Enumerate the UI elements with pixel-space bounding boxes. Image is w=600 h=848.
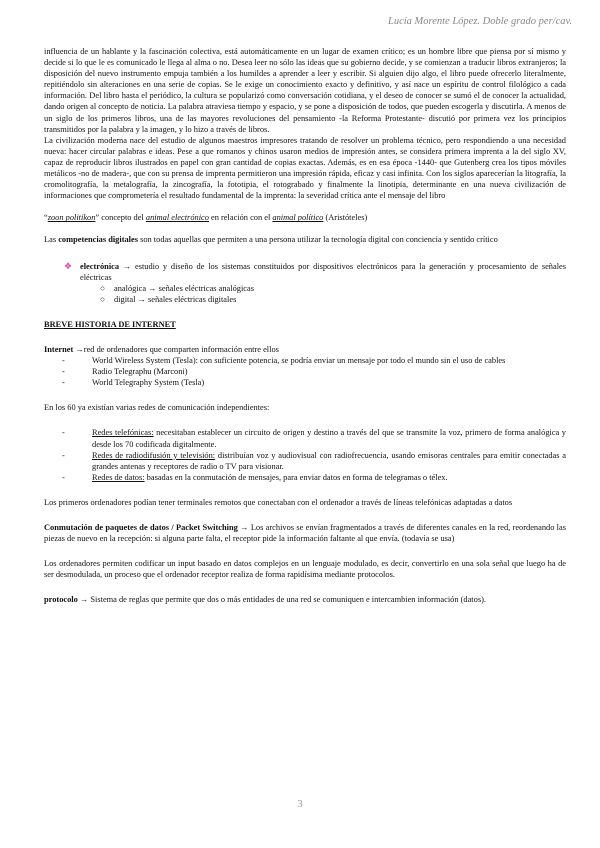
list-item-redes-telefonicas [62, 427, 566, 449]
term-competencias-digitales: competencias digitales [58, 235, 138, 245]
protocolo-text: → Sistema de reglas que permite que dos o más entidades de una red se comuniquen e intercambien información (datos). [77, 595, 486, 605]
quote-close: ” [95, 213, 100, 223]
zoon-text-2: en relación con el [208, 213, 273, 223]
circle-bullet-icon: ○ [100, 283, 106, 293]
protocolo-paragraph [44, 594, 566, 605]
dash-bullet: - [62, 472, 65, 482]
bullet-electronica [64, 261, 566, 283]
list-item-telegraphy [62, 377, 566, 388]
dash-bullet: - [62, 450, 65, 460]
term-electronica: electrónica [80, 261, 120, 271]
redes-text: basadas en la conmutación de mensajes, para enviar datos en forma de telegramas o télex. [144, 472, 448, 482]
list-item-text: World Wireless System (Tesla): con suficiente potencia, se podría enviar un mensaje por todo el mundo sin el uso de cables [92, 356, 506, 366]
primeros-ordenadores-paragraph: Los primeros ordenadores podían tener terminales remotos que conectaban con el ordenador a través de líneas telefónicas adaptadas a datos [44, 497, 513, 507]
term-animal-electronico: animal electrónico [145, 213, 209, 223]
list-item-wireless [62, 355, 566, 366]
electronica-text: → estudio y diseño de los sistemas constituidos por dispositivos electrónicos para la generación y procesamiento de señales eléctricas [80, 261, 566, 282]
paragraph-civilizacion: La civilización moderna nace del estudio de algunos maestros impresores tratando de resolver un problema técnico, pero respondiendo a una necesidad nueva: hacer circular palabras e ideas. Pese a que romanos y chinos usaron medios de impresión antes, se considera primera imprenta a la del siglo XV, capaz de reproducir libros ilustrados en papel con gran cantidad de copias exactas. Además, es en esa época -1440- que Gutenberg crea los tipos móviles metálicos -no de madera-, que con su prensa de imprenta permitieron una impresión rápida, eficaz y casi infinita. Con los siglos aparecerían la litografía, la cromolitografía, la metalografía, la zincografía, la fototipia, el rotograbado y finalmente la linotipia, determinante en una nueva civilización de informaciones que comprometería el resultado fundamental de la imprenta: la severidad crítica ante el mensaje del libro [44, 135, 566, 201]
term-animal-politico: animal político [272, 213, 324, 223]
conmutacion-paragraph [44, 522, 566, 544]
zoon-text-3: (Aristóteles) [323, 213, 368, 223]
dash-bullet: - [62, 356, 65, 366]
sub-bullet-digital [100, 294, 566, 305]
list-item-text: Radio Telegraphu (Marconi) [92, 367, 188, 377]
competencias-post: son todas aquellas que permiten a una persona utilizar la tecnología digital con conciencia y sentido crítico [137, 235, 498, 245]
dash-bullet: - [62, 378, 65, 388]
term-zoon-politikon: zoon politikon [47, 213, 96, 223]
sub-bullet-analogica [100, 283, 566, 294]
page-header: Lucía Morente López. Doble grado per/cav. [387, 16, 572, 27]
competencias-paragraph [44, 234, 566, 245]
historia-title-text: BREVE HISTORIA DE INTERNET [44, 319, 176, 329]
page-content [44, 46, 566, 605]
term-redes-telefonicas: Redes telefónicas: [92, 428, 154, 438]
dash-bullet: - [62, 428, 65, 438]
conmutacion-text: → Los archivos se envían fragmentados a través de diferentes canales en la red, reordenando las piezas de nuevo en la recepción: si alguna parte falta, el receptor pide la información faltante al que envía. (todavía se usa) [44, 523, 566, 544]
quote-open: “ [44, 213, 48, 223]
section-title-historia [44, 319, 566, 330]
term-redes-datos: Redes de datos: [92, 472, 145, 482]
zoon-text-1: concepto del [99, 213, 146, 223]
list-item-text: World Telegraphy System (Tesla) [92, 378, 205, 388]
list-item-redes-radiodifusion [62, 450, 566, 472]
list-item-redes-datos [62, 472, 566, 483]
term-protocolo: protocolo [44, 595, 78, 605]
paragraph-influencia: influencia de un hablante y la fascinación colectiva, está automáticamente en un lugar de examen crítico; es un hombre libre que piensa por sí mismo y decide si lo que le es comunicado le llega al alma o no. Desea leer no sólo las ideas que su gobierno decide, y se comienzan a traducir libros extranjeros; la disposición del nuevo instrumento empuja también a los humildes a aprender a leer y escribir. Si alguien dijo algo, el libro puede ofrecerlo literalmente, repitiéndolo sin alteraciones en una serie de copias. Se le exige un conocimiento exacto y definitivo, y así nace un espíritu de control filológico a cada información. Del libro hasta el periódico, la cultura se popularizó como conversación cotidiana, y el deseo de conocer se sumó el de conocer la actualidad, dando origen al concepto de noticia. La palabra atraviesa tiempo y espacio, y se pone a disposición de todos, que pueden escogerla y discutirla. A menos de un siglo de los primeros libros, una de las mayores revoluciones del pensamiento -la Reforma Protestante- discutió por primera vez los principios transmitidos por la palabra y la imagen, y lo hizo a través de libros. [44, 47, 566, 134]
circle-bullet-icon: ○ [100, 294, 106, 304]
diamond-bullet-icon: ❖ [64, 260, 73, 271]
redes-text: necesitaban establecer un circuito de origen y destino a través del que se transmite la voz, primero de forma analógica y desde los 70 codificada digitalmente. [92, 428, 566, 449]
dash-bullet: - [62, 367, 65, 377]
zoon-politikon-line [44, 212, 566, 223]
competencias-pre: Las [44, 235, 59, 245]
list-item-radio [62, 366, 566, 377]
redes-text: distribuían voz y audiovisual con radiofrecuencia, usando emisoras centrales para emitir conectadas a grandes antenas y receptores de radio o TV para visionar. [92, 450, 566, 471]
term-redes-radiodifusion: Redes de radiodifusión y televisión: [92, 450, 216, 460]
sub-bullet-text: digital → señales eléctricas digitales [114, 294, 237, 304]
internet-text: →red de ordenadores que comparten información entre ellos [73, 344, 279, 354]
sub-bullet-text: analógica → señales eléctricas analógicas [114, 283, 254, 293]
term-internet: Internet [44, 344, 74, 354]
internet-definition [44, 344, 566, 355]
ordenadores-paragraph: Los ordenadores permiten codificar un input basado en datos complejos en un lenguaje modulado, es decir, convertirlo en una sola señal que luego ha de ser desmodulada, un proceso que el ordenador receptor realiza de forma rapidísima mediante protocolos. [44, 559, 566, 580]
page-number: 3 [297, 798, 303, 810]
term-packet-switching: Conmutación de paquetes de datos / Packet Switching [44, 523, 238, 532]
anios-60-paragraph: En los 60 ya existían varias redes de comunicación independientes: [44, 403, 270, 413]
